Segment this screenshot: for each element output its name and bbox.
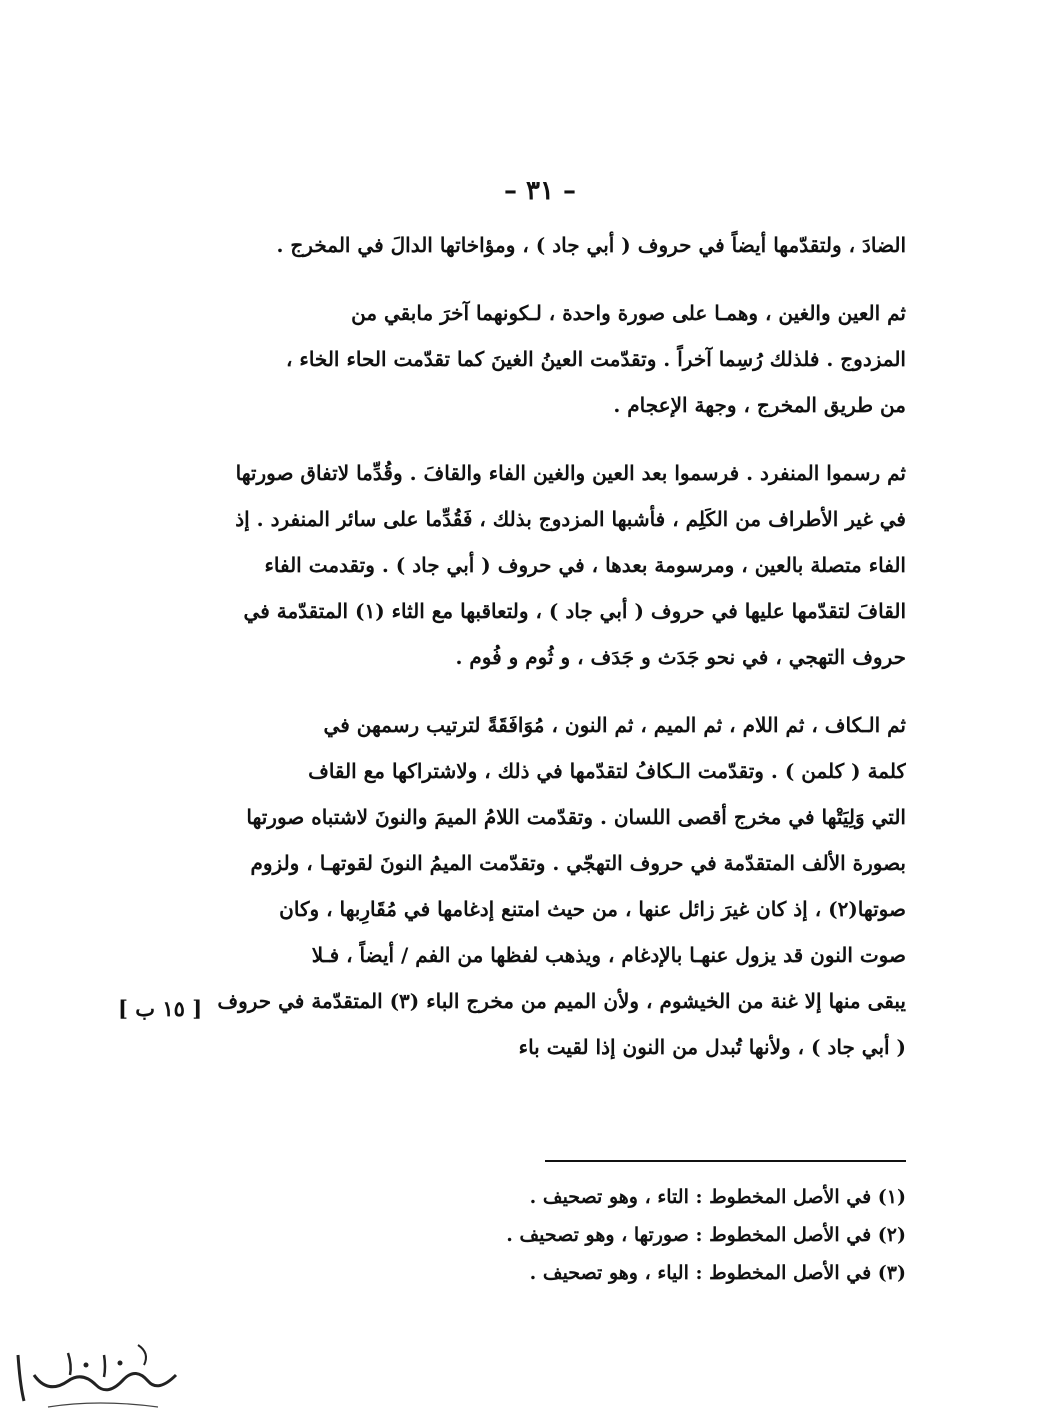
text-line: يبقى منها إلا غنة من الخيشوم ، ولأن الميم من مخرج الباء (٣) المتقدّمة في حروف (217, 989, 906, 1013)
footnotes (480, 1178, 906, 1292)
text-line: ثم الـكاف ، ثم اللام ، ثم الميم ، ثم النون ، مُوَافَقَةً لترتيب رسمهن في (323, 713, 906, 737)
text-line: الفاء متصلة بالعين ، ومرسومة بعدها ، في حروف ( أبي جاد ) . وتقدمت الفاء (264, 553, 906, 577)
text-line: الضادَ ، ولتقدّمها أيضاً في حروف ( أبي جاد ) ، ومؤاخاتها الدالَ في المخرج . (276, 233, 906, 257)
body-text (200, 222, 906, 1070)
text-line: ( أبي جاد ) ، ولأنها تُبدل من النون إذا لقيت باء (518, 1035, 906, 1059)
text-line: ثم العين والغين ، وهمـا على صورة واحدة ، لـكونهما آخرَ مابقي من (351, 301, 906, 325)
footnote: (١) في الأصل المخطوط : التاء ، وهو تصحيف . (529, 1186, 906, 1208)
library-stamp-logo (8, 1335, 188, 1415)
text-line: صوت النون قد يزول عنهـا بالإدغام ، ويذهب لفظها من الفم / أيضاً ، فـلا (311, 943, 906, 967)
text-line: القافَ لتقدّمها عليها في حروف ( أبي جاد ) ، ولتعاقبها مع الثاء (١) المتقدّمة في (243, 599, 906, 623)
text-line: ثم رسموا المنفرد . فرسموا بعد العين والغين الفاء والقافَ . وقُدِّما لاتفاق صورتها (235, 461, 906, 485)
paragraph-gap (200, 680, 906, 702)
text-line: التي وَلِيَتْها في مخرج أقصى اللسان . وتقدّمت اللامُ الميمَ والنونَ لاشتباه صورتها (246, 805, 906, 829)
paragraph-gap (200, 268, 906, 290)
page-number: – ٣١ – (503, 176, 577, 206)
text-line: في غير الأطراف من الكَلِم ، فأشبها المزدوج بذلك ، فَقُدِّما على سائر المنفرد . إذ (235, 507, 906, 531)
text-line: صوتها(٢) ، إذ كان غيرَ زائل عنها ، من حيث امتنع إدغامها في مُقَارِبها ، وكان (279, 897, 906, 921)
manuscript-folio-note: [ ١٥ ب ] (118, 996, 203, 1021)
calligraphy-stamp-icon (8, 1335, 188, 1415)
text-line: حروف التهجي ، في نحو جَدَث و جَدَف ، و ثُوم و فُوم . (455, 645, 906, 669)
footnote: (٣) في الأصل المخطوط : الياء ، وهو تصحيف . (529, 1262, 906, 1284)
text-line: بصورة الألف المتقدّمة في حروف التهجّي . وتقدّمت الميمُ النونَ لقوتهـا ، ولزوم (250, 851, 906, 875)
text-line: المزدوج . فلذلك رُسِما آخراً . وتقدّمت العينُ الغينَ كما تقدّمت الحاء الخاء ، (286, 347, 906, 371)
paragraph-gap (200, 428, 906, 450)
text-line: كلمة ( كلمن ) . وتقدّمت الـكافُ لتقدّمها في ذلك ، ولاشتراكها مع القاف (308, 759, 906, 783)
footnote: (٢) في الأصل المخطوط : صورتها ، وهو تصحيف . (506, 1224, 906, 1246)
footnote-divider (545, 1160, 906, 1162)
text-line: من طريق المخرج ، وجهة الإعجام . (613, 393, 906, 417)
